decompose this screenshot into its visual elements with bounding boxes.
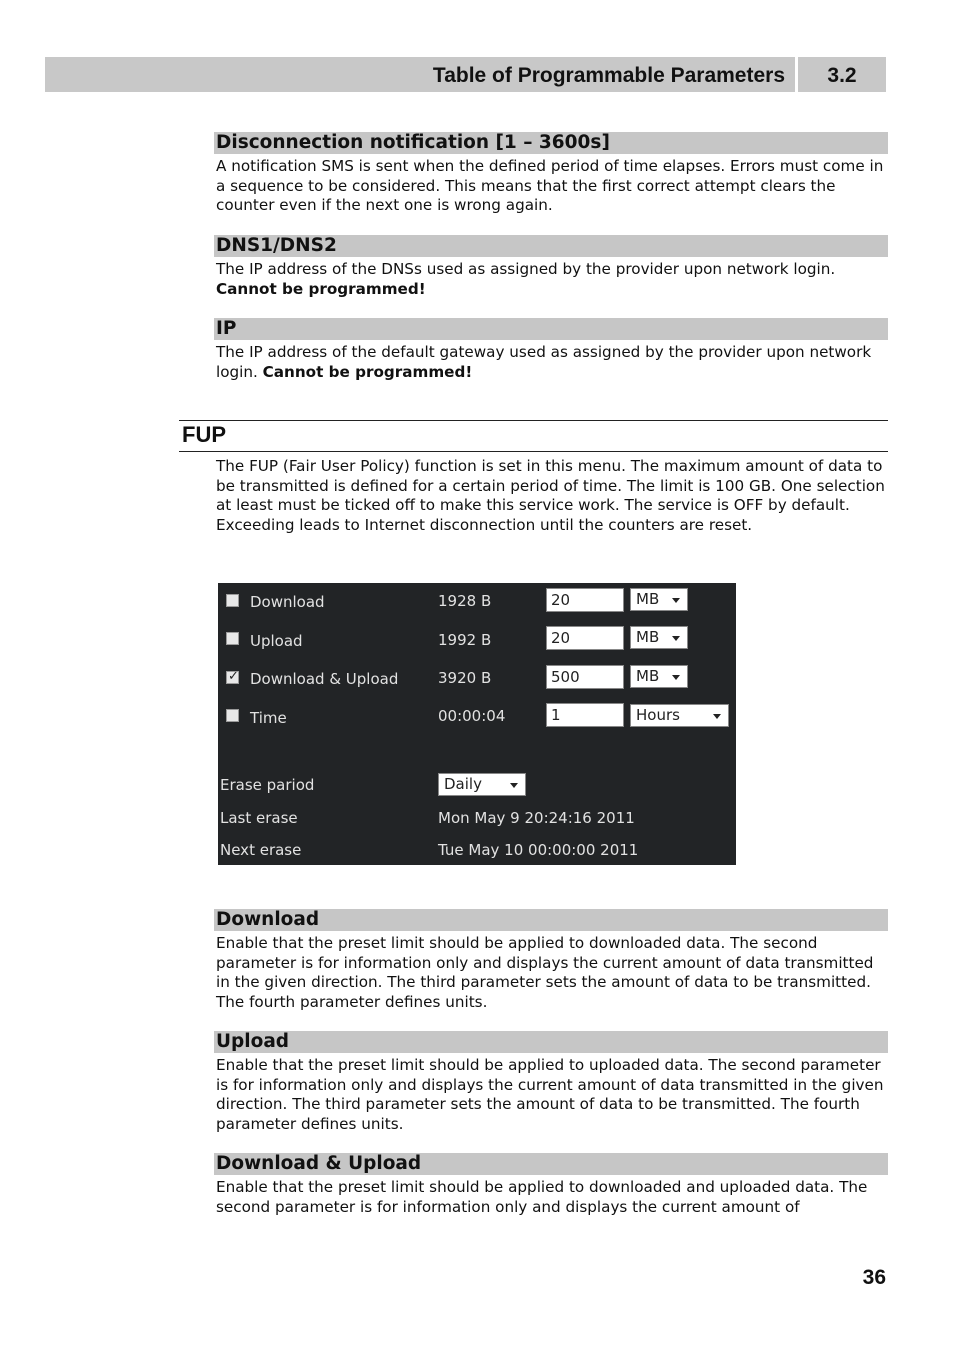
fup-heading: FUP — [182, 422, 226, 447]
section-heading-upload: Upload — [214, 1031, 888, 1053]
section-text-disconnection: A notification SMS is sent when the defined period of time elapses. Errors must come in a sequence to be considered. This means that the first correct attempt clears the counter even if the next one is wrong again. — [216, 157, 884, 215]
erase-period-value: Daily — [444, 775, 482, 793]
download-current-value: 1928 B — [438, 592, 492, 610]
download-label: Download — [250, 593, 325, 611]
download-upload-limit-input[interactable]: 500 — [546, 665, 624, 689]
header-section-number: 3.2 — [827, 64, 857, 87]
download-unit-value: MB — [636, 590, 660, 608]
page-header — [45, 57, 886, 92]
header-title: Table of Programmable Parameters — [432, 64, 785, 87]
section-text-download-upload: Enable that the preset limit should be applied to downloaded and uploaded data. The second parameter is for information only and displays the current amount of — [216, 1178, 868, 1216]
chevron-down-icon — [713, 714, 721, 719]
chevron-down-icon — [510, 783, 518, 788]
chevron-down-icon — [672, 636, 680, 641]
time-unit-value: Hours — [636, 706, 680, 724]
upload-current-value: 1992 B — [438, 631, 492, 649]
time-limit-input[interactable]: 1 — [546, 703, 624, 727]
section-heading-download: Download — [214, 909, 888, 931]
section-text-dns — [216, 260, 888, 299]
section-text-download: Enable that the preset limit should be applied to downloaded data. The second parameter is for information only and displays the current amount of data transmitted in the given direction. The third parameter sets the amount of data to be transmitted. The fourth parameter defines units. — [216, 934, 874, 1011]
download-upload-unit-value: MB — [636, 667, 660, 685]
last-erase-value: Mon May 9 20:24:16 2011 — [438, 809, 635, 827]
page-number: 36 — [862, 1266, 886, 1289]
upload-checkbox[interactable] — [226, 632, 239, 645]
last-erase-label: Last erase — [220, 809, 298, 827]
fup-rule-top — [179, 420, 888, 421]
chevron-down-icon — [672, 675, 680, 680]
download-unit-select[interactable] — [630, 588, 688, 611]
upload-unit-value: MB — [636, 628, 660, 646]
upload-unit-select[interactable] — [630, 626, 688, 649]
next-erase-label: Next erase — [220, 841, 302, 859]
section-heading-download-upload: Download & Upload — [214, 1153, 888, 1175]
time-unit-select[interactable] — [630, 704, 729, 727]
dns-text: The IP address of the DNSs used as assigned by the provider upon network login. — [216, 260, 836, 278]
chevron-down-icon — [672, 598, 680, 603]
download-upload-checkbox[interactable] — [226, 671, 239, 684]
section-heading-disconnection: Disconnection notification [1 – 3600s] — [214, 132, 888, 154]
dns-note: Cannot be programmed! — [216, 279, 426, 298]
download-limit-input[interactable]: 20 — [546, 588, 624, 612]
fup-rule-bottom — [179, 451, 888, 452]
download-upload-label: Download & Upload — [250, 670, 399, 688]
download-checkbox[interactable] — [226, 594, 239, 607]
time-current-value: 00:00:04 — [438, 707, 506, 725]
next-erase-value: Tue May 10 00:00:00 2011 — [438, 841, 639, 859]
ip-text: The IP address of the default gateway used as assigned by the provider upon network login. — [216, 343, 872, 381]
section-heading-dns: DNS1/DNS2 — [214, 235, 888, 257]
upload-label: Upload — [250, 632, 303, 650]
fup-settings-panel — [218, 583, 736, 865]
erase-period-label: Erase pariod — [220, 776, 315, 794]
section-heading-ip: IP — [214, 318, 888, 340]
upload-limit-input[interactable]: 20 — [546, 626, 624, 650]
section-text-ip — [216, 343, 888, 382]
time-checkbox[interactable] — [226, 709, 239, 722]
time-label: Time — [250, 709, 287, 727]
checkmark-icon: ✓ — [228, 669, 239, 684]
section-text-fup: The FUP (Fair User Policy) function is set in this menu. The maximum amount of data to be transmitted is defined for a certain period of time. The limit is 100 GB. One selection at least must be ticked off to make this service work. The service is OFF by default. Exceeding leads to Internet disconnection until the counters are reset. — [216, 457, 885, 534]
ip-note: Cannot be programmed! — [262, 362, 473, 381]
download-upload-unit-select[interactable] — [630, 665, 688, 688]
erase-period-select[interactable] — [438, 773, 526, 796]
section-text-upload: Enable that the preset limit should be applied to uploaded data. The second parameter is for information only and displays the current amount of data transmitted in the given direction. The third parameter sets the amount of data to be transmitted. The fourth parameter defines units. — [216, 1056, 884, 1133]
download-upload-current-value: 3920 B — [438, 669, 492, 687]
